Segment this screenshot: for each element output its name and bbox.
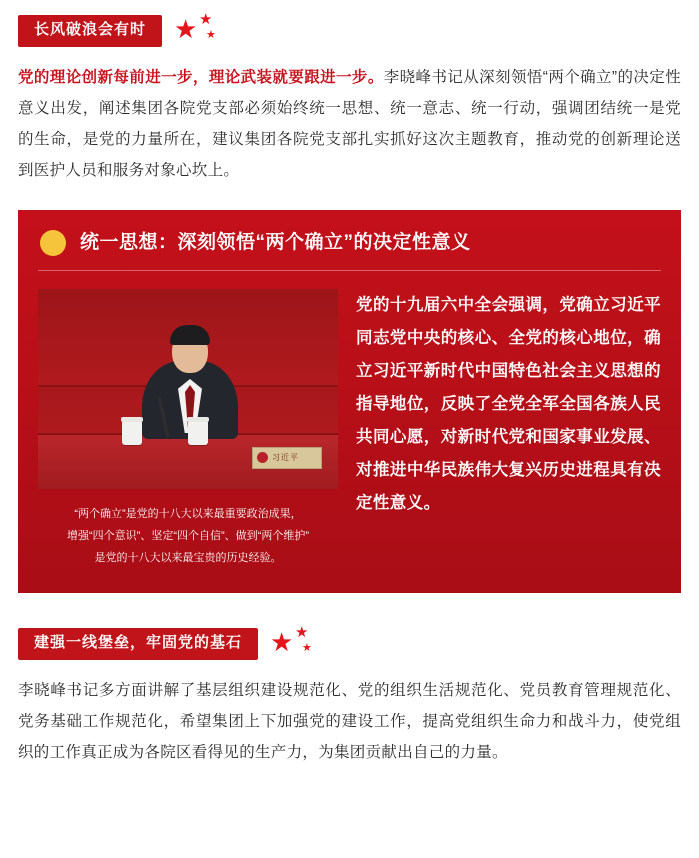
section-tag-label: 长风破浪会有时 xyxy=(18,15,162,47)
photo-nameplate xyxy=(252,447,322,469)
star-large-icon: ★ xyxy=(270,627,294,657)
feature-card-body xyxy=(18,271,681,593)
section-heading-2 xyxy=(0,593,699,661)
paragraph-1-lead: 党的理论创新每前进一步，理论武装就要跟进一步。 xyxy=(18,69,384,86)
photo-caption-line: 增强“四个意识”、坚定“四个自信”、做到“两个维护” xyxy=(67,530,309,542)
nameplate-text: 习近平 xyxy=(272,453,299,462)
photo-hair xyxy=(170,325,210,345)
star-small-icon: ★ xyxy=(302,642,312,654)
star-small-icon: ★ xyxy=(206,29,216,41)
paragraph-1-body: 李晓峰书记从深刻领悟“两个确立”的决定性意义出发，阐述集团各院党支部必须始终统一思想、统一意志、统一行动，强调团结统一是党的生命，是党的力量所在，建议集团各院党支部扎实抓好这次主题教育，推动党的创新理论送到医护人员和服务对象心坎上。 xyxy=(18,69,682,179)
star-decoration-icon-2 xyxy=(268,624,328,661)
feature-card-title: 统一思想：深刻领悟“两个确立”的决定性意义 xyxy=(80,231,471,253)
feature-card-header xyxy=(18,210,681,270)
section-heading-1 xyxy=(0,0,699,48)
photo-cup-left xyxy=(122,421,142,445)
paragraph-2-body: 李晓峰书记多方面讲解了基层组织建设规范化、党的组织生活规范化、党员教育管理规范化、党务基础工作规范化，希望集团上下加强党的建设工作，提高党组织生命力和战斗力，使党组织的工作真正成为各院区看得见的生产力，为集团贡献出自己的力量。 xyxy=(18,682,681,761)
feature-card xyxy=(18,210,681,593)
feature-card-media xyxy=(38,289,338,569)
photo-caption xyxy=(38,489,338,569)
feature-card-text: 党的十九届六中全会强调，党确立习近平同志党中央的核心、全党的核心地位，确立习近平新时代中国特色社会主义思想的指导地位，反映了全党全军全国各族人民共同心愿，对新时代党和国家事业发展、对推进中华民族伟大复兴历史进程具有决定性意义。 xyxy=(356,296,661,512)
photo-cup-right xyxy=(188,421,208,445)
paragraph-2 xyxy=(0,661,699,768)
photo-caption-line: “两个确立”是党的十八大以来最重要政治成果， xyxy=(74,508,302,520)
star-decoration-icon xyxy=(172,11,232,48)
leader-photo xyxy=(38,289,338,489)
bottom-spacer xyxy=(0,768,699,802)
bullet-circle-icon xyxy=(40,230,66,256)
star-medium-icon: ★ xyxy=(295,624,309,641)
nameplate-emblem-icon xyxy=(257,452,268,463)
star-medium-icon: ★ xyxy=(199,11,213,28)
photo-caption-line: 是党的十八大以来最宝贵的历史经验。 xyxy=(94,552,282,564)
paragraph-1 xyxy=(0,48,699,186)
star-large-icon: ★ xyxy=(174,14,198,44)
section-tag-label-2: 建强一线堡垒，牢固党的基石 xyxy=(18,628,258,660)
